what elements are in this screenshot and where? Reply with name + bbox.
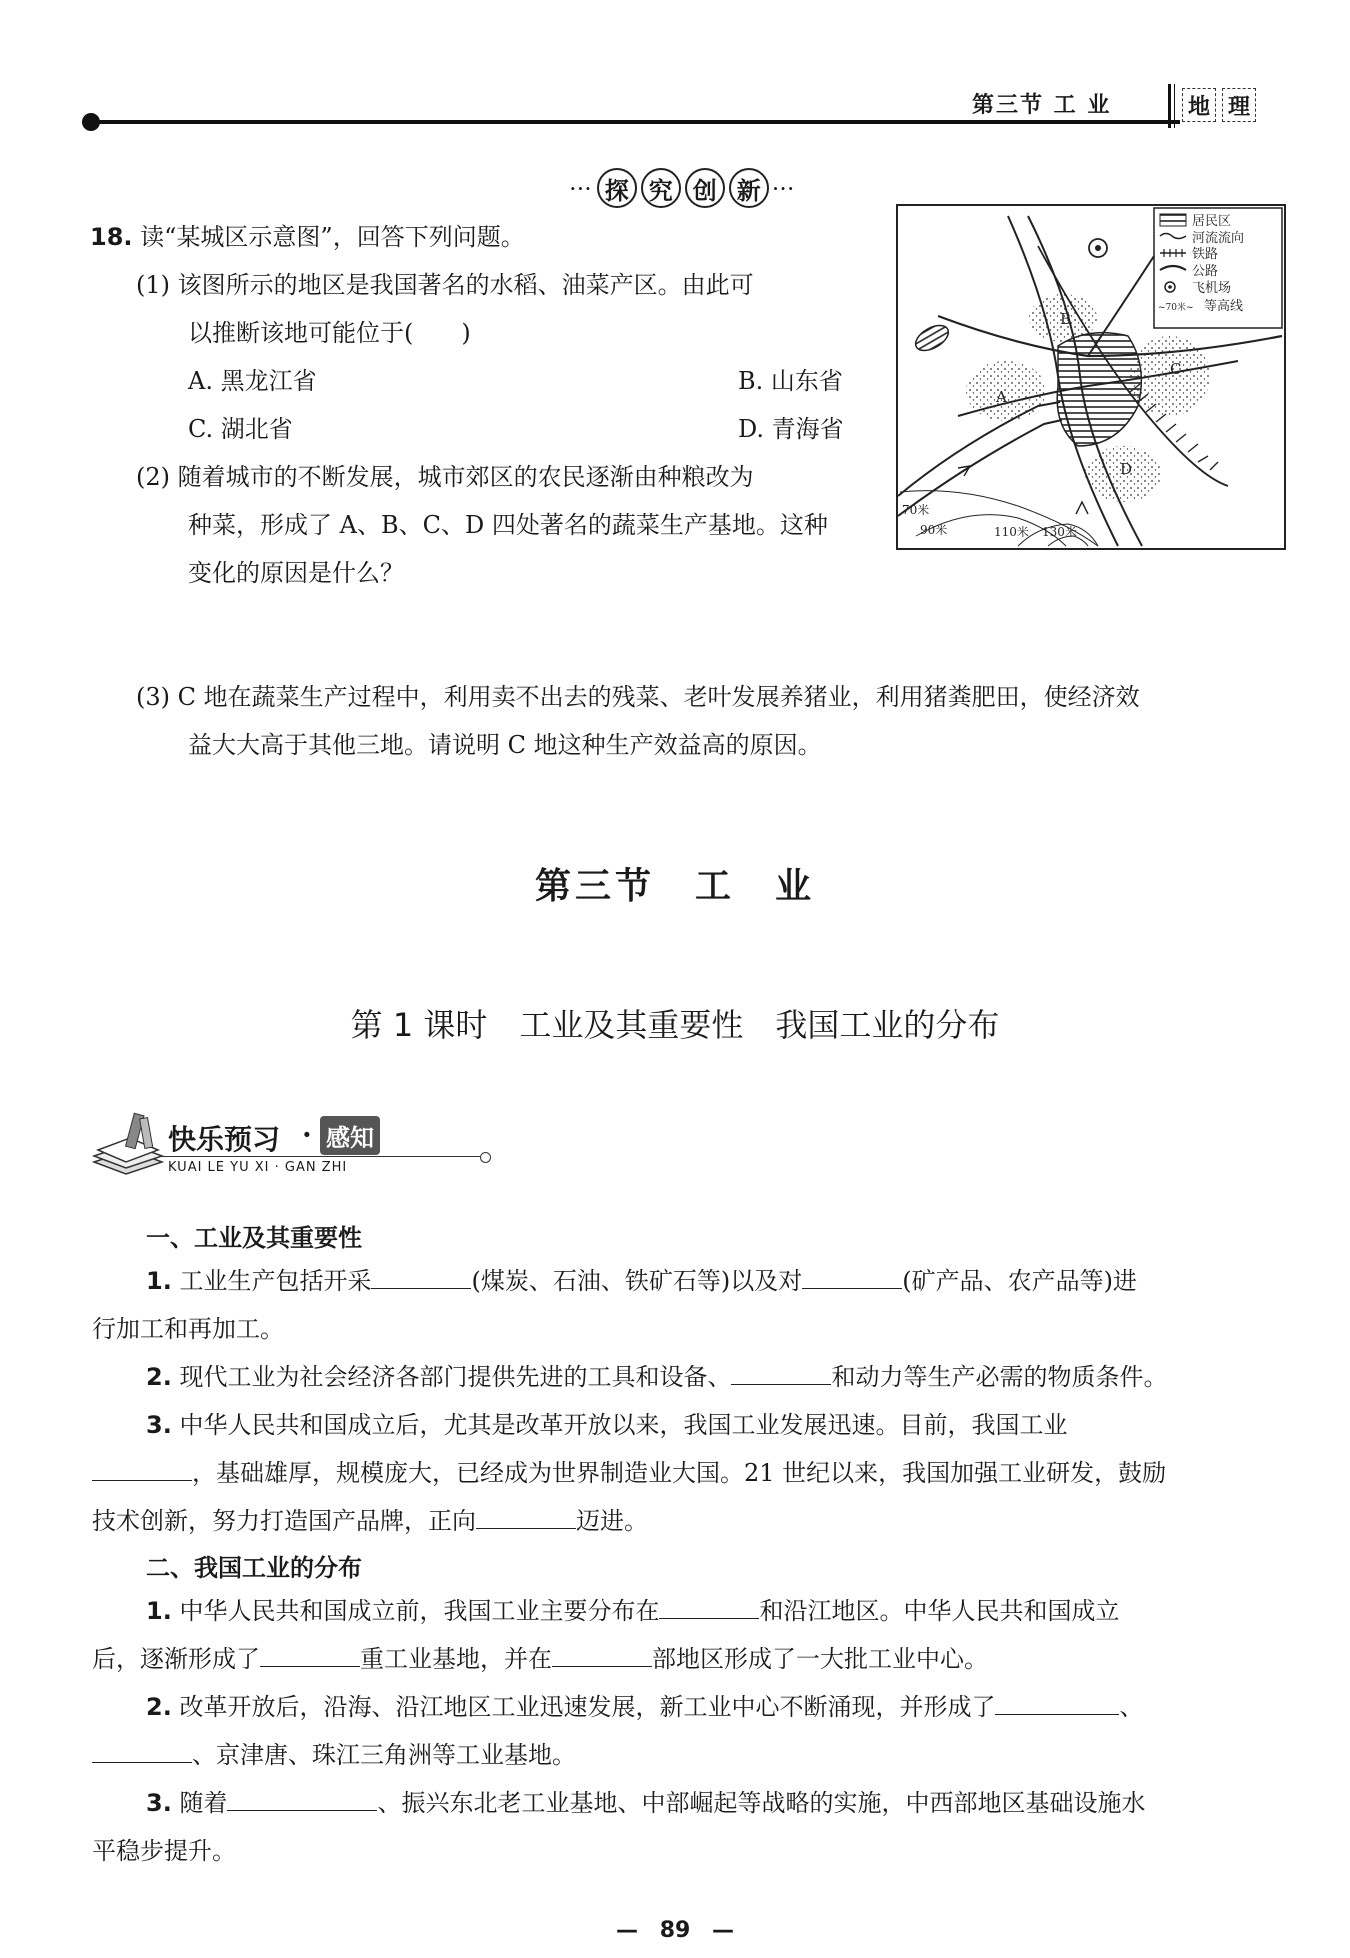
legend-road: 公路: [1192, 264, 1219, 279]
text: 中华人民共和国成立前，我国工业主要分布在: [179, 1597, 660, 1625]
p2-item1-line2: [92, 1642, 988, 1676]
header-separator: [1168, 84, 1171, 128]
text: (矿产品、农产品等)进: [902, 1267, 1137, 1295]
label-a: A: [996, 388, 1007, 406]
section-title: 第三节 工 业: [534, 866, 815, 907]
q18-p2-line3: 变化的原因是什么？: [188, 559, 404, 587]
tributary-bank-upper: [898, 402, 1060, 496]
legend-airport-icon-dot: [1168, 285, 1172, 289]
contour-label-70: 70米: [902, 503, 930, 517]
option-c: C. 湖北省: [188, 415, 293, 443]
books-pencil-icon: [90, 1110, 166, 1180]
label-c: C: [1170, 360, 1182, 378]
river-flow-arrow: [1076, 502, 1088, 514]
header-dot: [82, 113, 100, 131]
p2-item1-line1: [146, 1594, 1119, 1628]
header-section: 第三节 工 业: [972, 92, 1112, 118]
text: 、振兴东北老工业基地、中部崛起等战略的实施，中西部地区基础设施水: [377, 1789, 1146, 1817]
text: 、京津唐、珠江三角洲等工业基地。: [192, 1741, 576, 1769]
preview-banner: [90, 1110, 420, 1186]
legend-contour: 等高线: [1204, 299, 1244, 314]
item-number: 2.: [146, 1693, 172, 1721]
text: 改革开放后，沿海、沿江地区工业迅速发展，新工业中心不断涌现，并形成了: [179, 1693, 996, 1721]
p2-item3-line2: 平稳步提升。: [92, 1837, 236, 1865]
option-a: A. 黑龙江省: [188, 367, 317, 395]
text: 技术创新，努力打造国产品牌，正向: [92, 1507, 476, 1535]
residential-area: [1057, 333, 1141, 446]
fill-blank[interactable]: [552, 1642, 652, 1667]
p1-item1-line1: [146, 1264, 1137, 1298]
q18-p1-line2: 以推断该地可能位于( ): [188, 319, 471, 347]
label-d: D: [1120, 460, 1133, 478]
p2-item2-line1: [146, 1690, 1143, 1724]
item-number: 1.: [146, 1267, 172, 1295]
fill-blank[interactable]: [659, 1594, 759, 1619]
fill-blank[interactable]: [371, 1264, 471, 1289]
lesson-title: 第 1 课时 工业及其重要性 我国工业的分布: [350, 1006, 1000, 1044]
page-dash: —: [616, 1918, 639, 1943]
option-d: D. 青海省: [738, 415, 844, 443]
text: 部地区形成了一大批工业中心。: [652, 1645, 988, 1673]
option-b: B. 山东省: [738, 367, 843, 395]
residential-small: [911, 320, 952, 355]
legend-residential-swatch: [1160, 214, 1186, 226]
question-number: 18.: [90, 223, 133, 251]
part1-heading: 一、工业及其重要性: [146, 1224, 362, 1252]
q18-p3-line2: 益大大高于其他三地。请说明 C 地这种生产效益高的原因。: [188, 731, 822, 759]
header-separator-thin: [1174, 84, 1175, 128]
part2-heading: 二、我国工业的分布: [146, 1554, 362, 1582]
p1-item1-line2: 行加工和再加工。: [92, 1315, 284, 1343]
contour-label-110: 110米: [994, 525, 1029, 539]
explore-badge: ··· 探 究 创 新 ···: [570, 168, 795, 208]
preview-tag: 感知: [320, 1116, 380, 1155]
q18-stem: 读“某城区示意图”，回答下列问题。: [140, 223, 525, 251]
subject-char: 理: [1222, 88, 1256, 122]
q18-p1-line1: (1) 该图所示的地区是我国著名的水稻、油菜产区。由此可: [136, 271, 754, 299]
text: 和动力等生产必需的物质条件。: [831, 1363, 1168, 1391]
p1-item3-line2: [92, 1456, 1166, 1490]
text: 后，逐渐形成了: [92, 1645, 260, 1673]
item-number: 2.: [146, 1363, 172, 1391]
p1-item2-line1: [146, 1360, 1167, 1394]
page-number: 89: [659, 1918, 691, 1943]
fill-blank[interactable]: [92, 1456, 192, 1481]
legend-railway: 铁路: [1192, 247, 1219, 262]
text: 现代工业为社会经济各部门提供先进的工具和设备、: [179, 1363, 732, 1391]
text: 随着: [179, 1789, 228, 1817]
item-number: 3.: [146, 1411, 172, 1439]
airport-icon-dot: [1095, 245, 1101, 251]
label-b: B: [1060, 310, 1072, 328]
contour-label-90: 90米: [920, 523, 948, 537]
fill-blank[interactable]: [995, 1690, 1119, 1715]
p2-item3-line1: [146, 1786, 1145, 1820]
preview-underline: [160, 1156, 480, 1157]
p1-item3-line1: [146, 1408, 1067, 1442]
item-number: 1.: [146, 1597, 172, 1625]
text: 和沿江地区。中华人民共和国成立: [759, 1597, 1120, 1625]
text: 重工业基地，并在: [360, 1645, 552, 1673]
page-number-row: [0, 1918, 1350, 1943]
text: 工业生产包括开采: [179, 1267, 372, 1295]
fill-blank[interactable]: [476, 1504, 576, 1529]
text: 、: [1119, 1693, 1144, 1721]
q18-stem-line: [90, 220, 525, 254]
text: 迈进。: [576, 1507, 648, 1535]
preview-dot: ·: [302, 1118, 312, 1151]
preview-title: 快乐预习: [168, 1123, 281, 1156]
legend-contour-value: ~70米~: [1158, 303, 1194, 313]
explore-char: 创: [685, 168, 725, 208]
fill-blank[interactable]: [260, 1642, 360, 1667]
page-dash: —: [711, 1918, 734, 1943]
p1-item3-line3: [92, 1504, 648, 1538]
legend-airport: 飞机场: [1192, 281, 1232, 296]
explore-char: 究: [641, 168, 681, 208]
q18-p2-line2: 种菜，形成了 A、B、C、D 四处著名的蔬菜生产基地。这种: [188, 511, 828, 539]
header-subject: [1182, 88, 1256, 122]
contour-label-130: 130米: [1042, 525, 1077, 539]
preview-pinyin: KUAI LE YU XI · GAN ZHI: [168, 1160, 348, 1175]
text: ，基础雄厚，规模庞大，已经成为世界制造业大国。21 世纪以来，我国加强工业研发，鼓励: [192, 1459, 1167, 1487]
fill-blank[interactable]: [731, 1360, 831, 1385]
fill-blank[interactable]: [802, 1264, 902, 1289]
city-district-map: [896, 204, 1286, 550]
explore-char: 新: [729, 168, 769, 208]
tributary-bank-lower: [898, 420, 1062, 516]
subject-char: 地: [1182, 88, 1216, 122]
header-rule: [88, 120, 1180, 124]
legend-residential: 居民区: [1192, 214, 1232, 229]
item-number: 3.: [146, 1789, 172, 1817]
q18-p2-line1: (2) 随着城市的不断发展，城市郊区的农民逐渐由种粮改为: [136, 463, 754, 491]
text: 中华人民共和国成立后，尤其是改革开放以来，我国工业发展迅速。目前，我国工业: [179, 1411, 1068, 1439]
map-svg: [898, 206, 1284, 548]
explore-char: 探: [597, 168, 637, 208]
q18-p3-line1: (3) C 地在蔬菜生产过程中，利用卖不出去的残菜、老叶发展养猪业，利用猪粪肥田，使经济效: [136, 683, 1140, 711]
preview-ring-icon: [480, 1152, 491, 1163]
legend-river: 河流流向: [1192, 231, 1245, 246]
p2-item2-line2: [92, 1738, 576, 1772]
fill-blank[interactable]: [227, 1786, 377, 1811]
fill-blank[interactable]: [92, 1738, 192, 1763]
text: (煤炭、石油、铁矿石等)以及对: [471, 1267, 803, 1295]
